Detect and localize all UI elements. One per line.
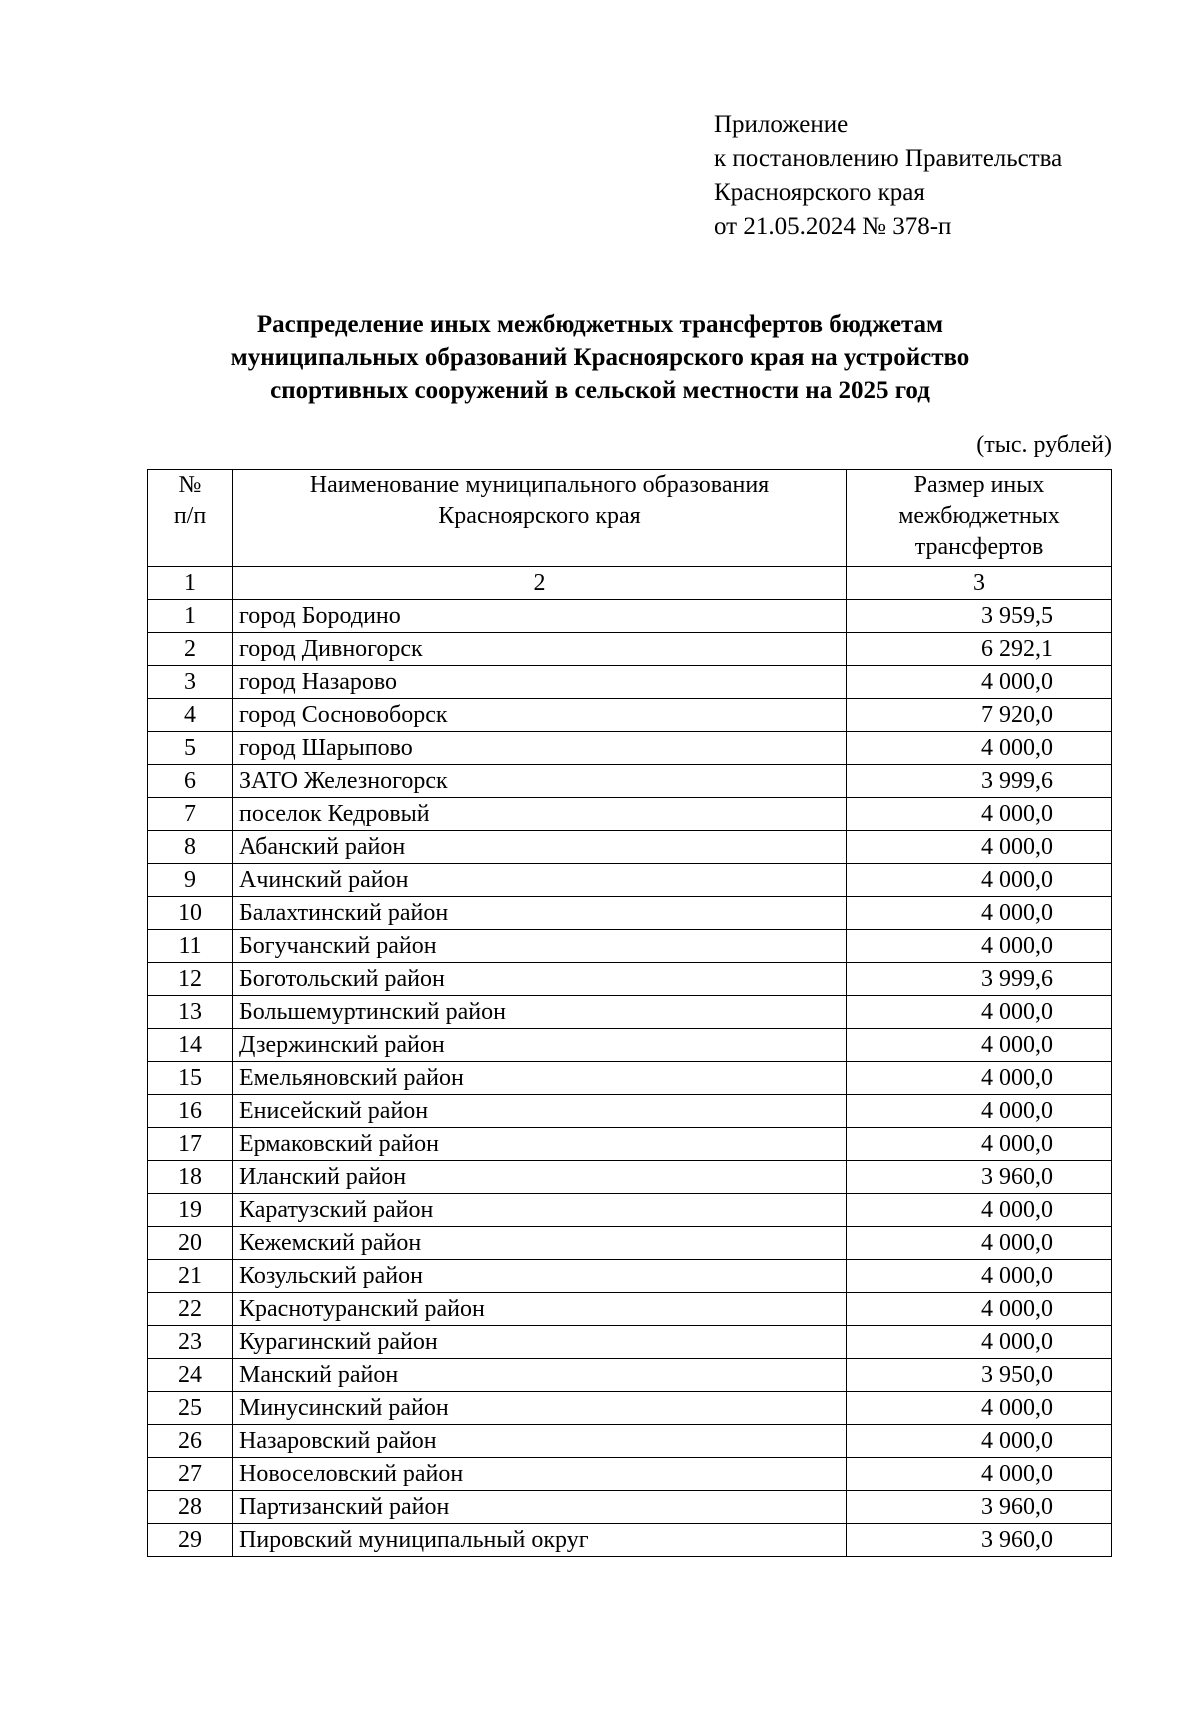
row-name: Дзержинский район — [233, 1029, 847, 1062]
row-name: город Бородино — [233, 600, 847, 633]
row-number: 1 — [148, 600, 233, 633]
table-row — [148, 1491, 1112, 1524]
title-line: муниципальных образований Красноярского края на устройство — [230, 344, 970, 371]
header-text: трансфертов — [914, 534, 1044, 560]
row-number: 28 — [148, 1491, 233, 1524]
table-row — [148, 1458, 1112, 1491]
row-amount: 4 000,0 — [847, 1128, 1112, 1161]
row-name: Абанский район — [233, 831, 847, 864]
row-name: Краснотуранский район — [233, 1293, 847, 1326]
row-amount: 3 950,0 — [847, 1359, 1112, 1392]
row-name: поселок Кедровый — [233, 798, 847, 831]
row-name: Ачинский район — [233, 864, 847, 897]
row-amount: 4 000,0 — [847, 1293, 1112, 1326]
row-name: Каратузский район — [233, 1194, 847, 1227]
row-amount: 3 960,0 — [847, 1161, 1112, 1194]
row-number: 4 — [148, 699, 233, 732]
row-number: 15 — [148, 1062, 233, 1095]
appendix-reference — [714, 108, 1062, 244]
table-row — [148, 1260, 1112, 1293]
table-header-row — [148, 470, 1112, 567]
row-name: Новоселовский район — [233, 1458, 847, 1491]
header-text: межбюджетных — [898, 503, 1060, 529]
row-number: 11 — [148, 930, 233, 963]
row-amount: 4 000,0 — [847, 1458, 1112, 1491]
transfers-table — [147, 469, 1112, 1557]
row-number: 5 — [148, 732, 233, 765]
row-name: Козульский район — [233, 1260, 847, 1293]
row-name: Боготольский район — [233, 963, 847, 996]
table-row — [148, 765, 1112, 798]
table-row — [148, 1029, 1112, 1062]
row-name: Назаровский район — [233, 1425, 847, 1458]
document-title — [0, 308, 1200, 407]
appendix-line: Красноярского края — [714, 179, 925, 206]
table-row — [148, 1161, 1112, 1194]
appendix-line: к постановлению Правительства — [714, 145, 1063, 172]
row-number: 3 — [148, 666, 233, 699]
title-line: Распределение иных межбюджетных трансфертов бюджетам — [256, 311, 944, 338]
table-row — [148, 798, 1112, 831]
row-name: Партизанский район — [233, 1491, 847, 1524]
row-number: 13 — [148, 996, 233, 1029]
header-number — [148, 470, 233, 567]
row-amount: 3 960,0 — [847, 1524, 1112, 1557]
row-number: 9 — [148, 864, 233, 897]
table-row — [148, 1062, 1112, 1095]
row-number: 22 — [148, 1293, 233, 1326]
row-number: 26 — [148, 1425, 233, 1458]
row-amount: 4 000,0 — [847, 996, 1112, 1029]
row-number: 2 — [148, 633, 233, 666]
table-row — [148, 699, 1112, 732]
row-amount: 3 999,6 — [847, 963, 1112, 996]
table-row — [148, 1524, 1112, 1557]
row-name: Курагинский район — [233, 1326, 847, 1359]
table-row — [148, 1425, 1112, 1458]
table-row — [148, 1128, 1112, 1161]
row-amount: 4 000,0 — [847, 798, 1112, 831]
row-number: 24 — [148, 1359, 233, 1392]
row-amount: 4 000,0 — [847, 1260, 1112, 1293]
row-number: 6 — [148, 765, 233, 798]
table-row — [148, 732, 1112, 765]
table-row — [148, 963, 1112, 996]
row-number: 27 — [148, 1458, 233, 1491]
row-number: 8 — [148, 831, 233, 864]
row-name: Емельяновский район — [233, 1062, 847, 1095]
row-amount: 4 000,0 — [847, 930, 1112, 963]
units-label: (тыс. рублей) — [976, 432, 1112, 458]
row-name: Енисейский район — [233, 1095, 847, 1128]
row-name: Иланский район — [233, 1161, 847, 1194]
header-text: Наименование муниципального образования — [309, 472, 770, 498]
column-number: 1 — [148, 567, 233, 600]
title-line: спортивных сооружений в сельской местности на 2025 год — [270, 377, 930, 404]
row-amount: 3 999,6 — [847, 765, 1112, 798]
row-amount: 6 292,1 — [847, 633, 1112, 666]
row-number: 17 — [148, 1128, 233, 1161]
header-text: п/п — [173, 503, 207, 529]
row-amount: 4 000,0 — [847, 1326, 1112, 1359]
column-number-row — [148, 567, 1112, 600]
appendix-line: от 21.05.2024 № 378-п — [714, 213, 952, 240]
row-number: 18 — [148, 1161, 233, 1194]
header-text: Размер иных — [913, 472, 1045, 498]
row-amount: 4 000,0 — [847, 1194, 1112, 1227]
row-amount: 3 960,0 — [847, 1491, 1112, 1524]
table-row — [148, 600, 1112, 633]
table-row — [148, 1326, 1112, 1359]
row-number: 10 — [148, 897, 233, 930]
row-name: Пировский муниципальный округ — [233, 1524, 847, 1557]
row-amount: 7 920,0 — [847, 699, 1112, 732]
table-row — [148, 1095, 1112, 1128]
row-number: 16 — [148, 1095, 233, 1128]
header-name — [233, 470, 847, 567]
row-name: город Дивногорск — [233, 633, 847, 666]
row-number: 7 — [148, 798, 233, 831]
row-number: 12 — [148, 963, 233, 996]
row-name: ЗАТО Железногорск — [233, 765, 847, 798]
row-number: 19 — [148, 1194, 233, 1227]
header-amount — [847, 470, 1112, 567]
row-amount: 3 959,5 — [847, 600, 1112, 633]
table-row — [148, 633, 1112, 666]
table-row — [148, 1194, 1112, 1227]
table-row — [148, 1293, 1112, 1326]
row-number: 23 — [148, 1326, 233, 1359]
row-name: город Сосновоборск — [233, 699, 847, 732]
table-row — [148, 864, 1112, 897]
table-row — [148, 1392, 1112, 1425]
row-name: Минусинский район — [233, 1392, 847, 1425]
row-amount: 4 000,0 — [847, 1095, 1112, 1128]
table-row — [148, 666, 1112, 699]
header-text: Красноярского края — [438, 503, 641, 529]
row-amount: 4 000,0 — [847, 732, 1112, 765]
table-row — [148, 996, 1112, 1029]
row-number: 21 — [148, 1260, 233, 1293]
row-amount: 4 000,0 — [847, 1062, 1112, 1095]
row-amount: 4 000,0 — [847, 1029, 1112, 1062]
row-amount: 4 000,0 — [847, 1392, 1112, 1425]
row-number: 25 — [148, 1392, 233, 1425]
row-amount: 4 000,0 — [847, 666, 1112, 699]
row-name: город Шарыпово — [233, 732, 847, 765]
row-name: Богучанский район — [233, 930, 847, 963]
column-number: 3 — [847, 567, 1112, 600]
column-number: 2 — [233, 567, 847, 600]
row-amount: 4 000,0 — [847, 897, 1112, 930]
header-text: № — [178, 472, 202, 498]
row-name: Манский район — [233, 1359, 847, 1392]
table-row — [148, 1359, 1112, 1392]
row-name: Большемуртинский район — [233, 996, 847, 1029]
row-number: 14 — [148, 1029, 233, 1062]
table-row — [148, 897, 1112, 930]
row-number: 29 — [148, 1524, 233, 1557]
table-row — [148, 1227, 1112, 1260]
row-number: 20 — [148, 1227, 233, 1260]
appendix-line: Приложение — [714, 111, 849, 138]
row-name: город Назарово — [233, 666, 847, 699]
row-amount: 4 000,0 — [847, 1425, 1112, 1458]
row-amount: 4 000,0 — [847, 1227, 1112, 1260]
row-amount: 4 000,0 — [847, 831, 1112, 864]
table-row — [148, 831, 1112, 864]
row-name: Ермаковский район — [233, 1128, 847, 1161]
row-amount: 4 000,0 — [847, 864, 1112, 897]
table-row — [148, 930, 1112, 963]
row-name: Балахтинский район — [233, 897, 847, 930]
row-name: Кежемский район — [233, 1227, 847, 1260]
